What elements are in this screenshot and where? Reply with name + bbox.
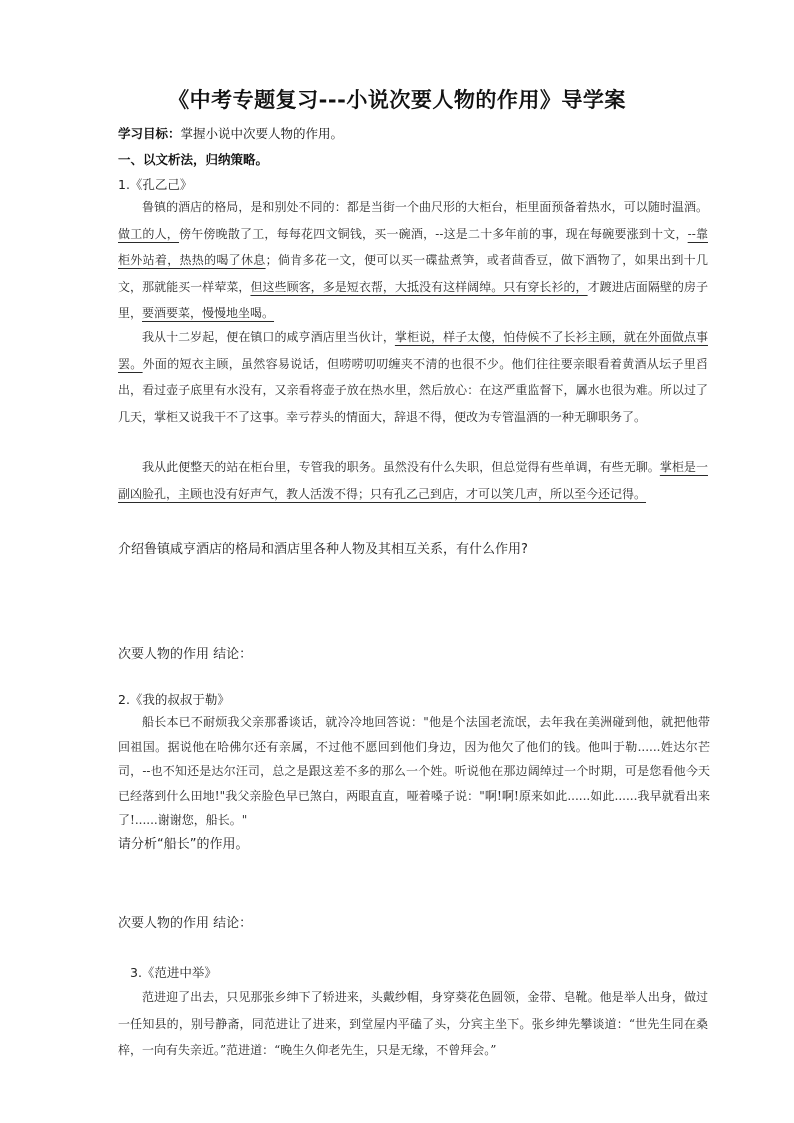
item1-paragraph-3	[118, 454, 708, 507]
paragraph-text: 鲁镇的酒店的格局，是和别处不同的：都是当街一个曲尺形的大柜台，柜里面预备着热水，可以随时温酒。	[142, 200, 708, 214]
item1-paragraph-1	[118, 194, 708, 327]
section-heading: 一、以文析法，归纳策略。	[118, 152, 269, 167]
item3-title: 3.《范进中举》	[130, 965, 217, 980]
item3-paragraph: 范进迎了出去，只见那张乡绅下了轿进来，头戴纱帽，身穿葵花色圆领，金带、皂靴。他是举人出身，做过一任知县的，别号静斋，同范进让了进来，到堂屋内平磕了头，分宾主坐下。张乡绅先攀谈道：“世先生同在桑梓，一向有失亲近。”范进道：“晚生久仰老先生，只是无缘，不曾拜会。”	[118, 990, 708, 1057]
underlined-text: 掌柜是一副凶脸孔，主顾也没有好声气，教人活泼不得；只有孔乙己到店，才可以笑几声，所以至今还记得。	[118, 460, 708, 501]
underlined-text: 但这些顾客，多是短衣帮，大抵没有这样阔绰。只有穿长衫的，	[250, 279, 588, 294]
learning-objective	[118, 124, 343, 142]
paragraph-text: 我从十二岁起，便在镇口的咸亨酒店里当伙计，	[142, 330, 395, 344]
item2-question: 请分析“船长”的作用。	[118, 837, 249, 852]
item1-question: 介绍鲁镇咸亨酒店的格局和酒店里各种人物及其相互关系，有什么作用?	[118, 542, 528, 557]
item2-title: 2.《我的叔叔于勒》	[118, 692, 230, 707]
paragraph-text: 才踱进店面隔壁的房子里，	[118, 279, 708, 320]
underlined-text: --靠柜外站着，热热的喝了休息	[118, 226, 708, 267]
paragraph-text: 外面的短衣主顾，虽然容易说话，但唠唠叨叨缠夹不清的也很不少。他们往往要亲眼看着黄酒从坛子里舀出，看过壶子底里有水没有，又亲看将壶子放在热水里，然后放心：在这严重监督下，羼水也很为难。所以过了几天，掌柜又说我干不了这事。幸亏荐头的情面大，辞退不得，便改为专管温酒的一种无聊职务了。	[118, 356, 708, 424]
page-title: 《中考专题复习---小说次要人物的作用》导学案	[168, 88, 626, 112]
underlined-text: 要酒要菜，慢慢地坐喝。	[142, 306, 275, 320]
item1-conclusion: 次要人物的作用 结论：	[118, 647, 253, 662]
paragraph-text: ；倘肯多花一文，便可以买一碟盐煮笋，或者茴香豆，做下酒物了，如果出到十几文，那就能买一样荤菜，	[118, 253, 708, 294]
item2-conclusion: 次要人物的作用 结论：	[118, 916, 253, 931]
underlined-text: 掌柜说，样子太傻，怕侍候不了长衫主顾，就在外面做点事罢。	[118, 330, 708, 371]
objective-label: 学习目标：	[118, 126, 181, 141]
item1-paragraph-2	[118, 324, 708, 430]
item1-title: 1.《孔乙己》	[118, 177, 193, 192]
paragraph-text: 我从此便整天的站在柜台里，专管我的职务。虽然没有什么失职，但总觉得有些单调，有些无聊。	[142, 460, 660, 474]
item2-paragraph: 船长本已不耐烦我父亲那番谈话，就冷冷地回答说："他是个法国老流氓，去年我在美洲碰到他，就把他带回祖国。据说他在哈佛尔还有亲属，不过他不愿回到他们身边，因为他欠了他们的钱。他叫于勒......姓达尔芒司，--也不知还是达尔汪司，总之是跟这差不多的那么一个姓。听说他在那边阔绰过一个时期，可是您看他今天已经落到什么田地!"我父亲脸色早已煞白，两眼直直，哑着嗓子说："啊!啊!原来如此......如此......我早就看出来了!......谢谢您，船长。"	[118, 715, 710, 827]
underlined-text: 做工的人，	[118, 226, 180, 241]
objective-text: 掌握小说中次要人物的作用。	[180, 126, 344, 141]
paragraph-text: 傍午傍晚散了工，每每花四文铜钱，买一碗酒，--这是二十多年前的事，现在每碗要涨到十文，	[179, 226, 688, 241]
